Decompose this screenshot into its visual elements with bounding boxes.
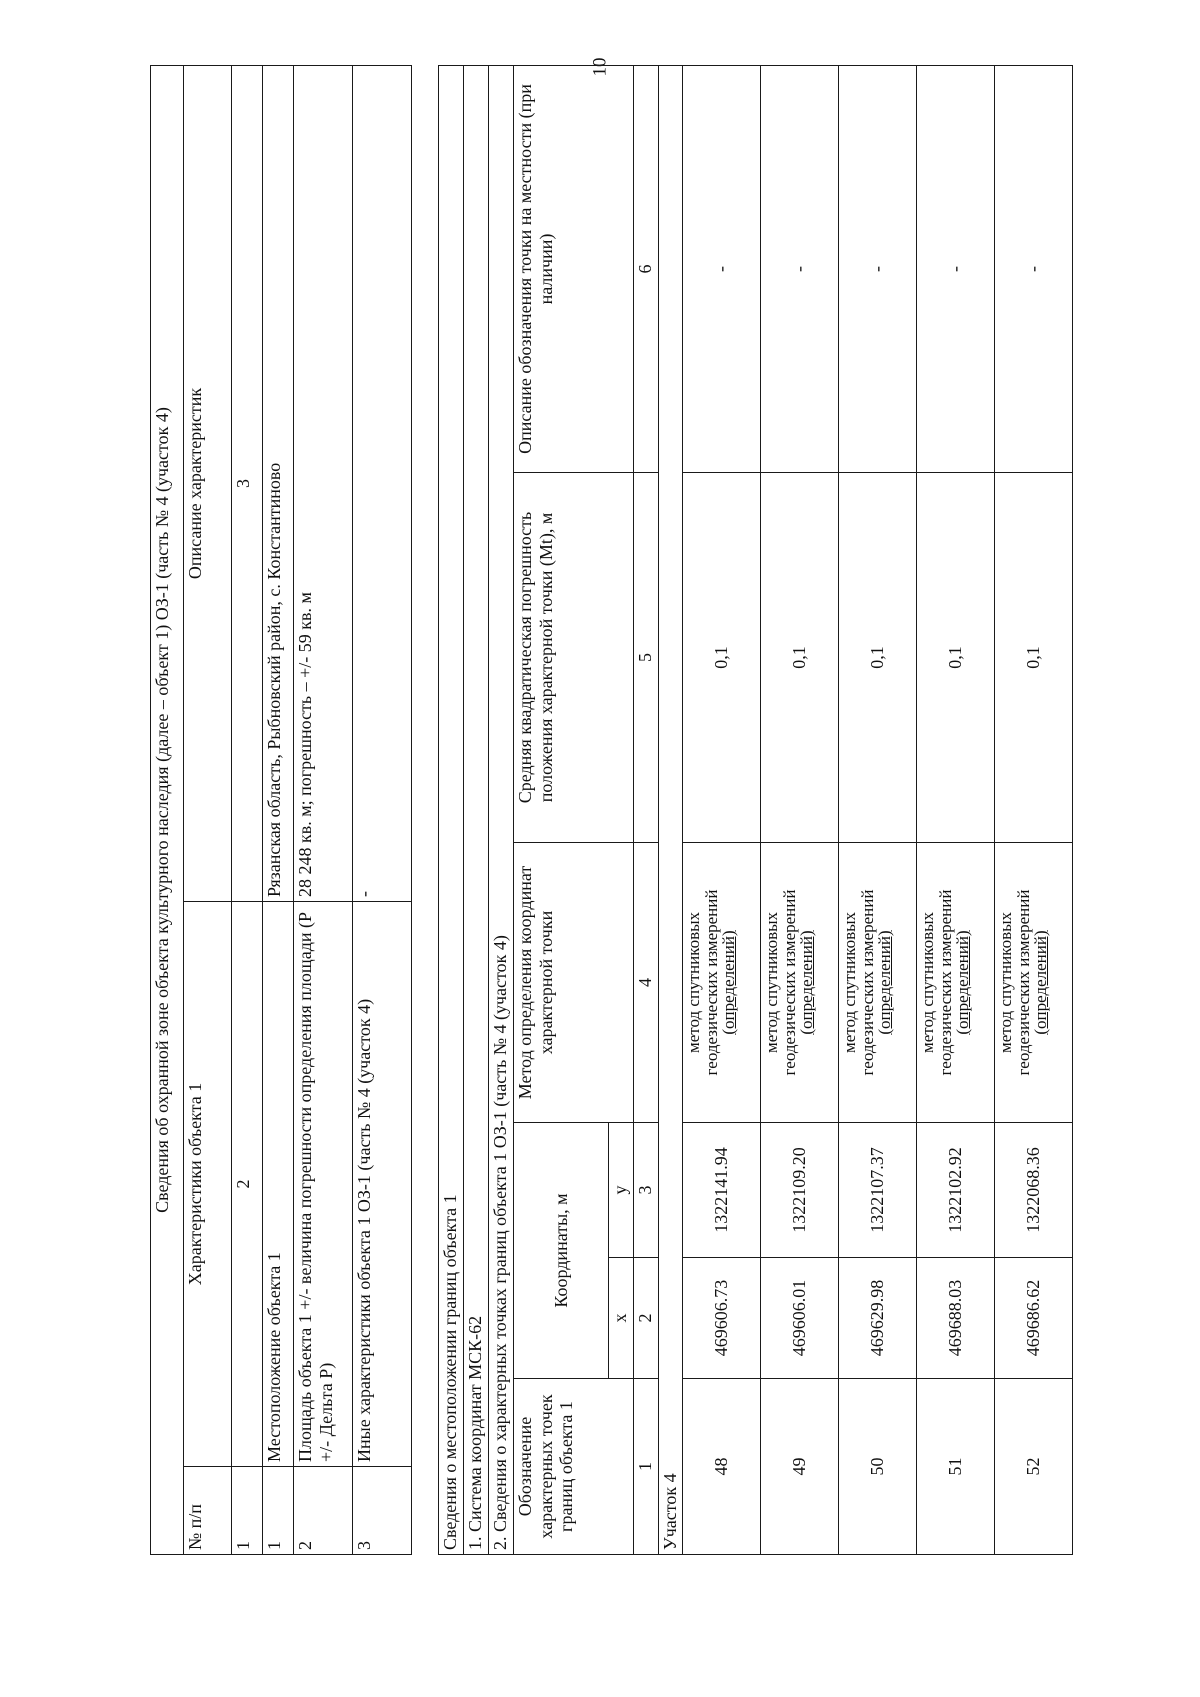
row-value: Рязанская область, Рыбновский район, с. Константиново <box>263 66 294 902</box>
colnum-4: 4 <box>634 843 659 1123</box>
point-y: 1322107.37 <box>838 1123 916 1258</box>
method-line: (определений) <box>797 930 817 1035</box>
point-description: - <box>916 66 994 473</box>
table1-header-characteristics: Характеристики объекта 1 <box>183 902 231 1467</box>
colnum-1: 1 <box>634 1379 659 1555</box>
point-accuracy: 0,1 <box>916 473 994 843</box>
point-method <box>682 843 760 1123</box>
table-row <box>916 66 994 1555</box>
row-name: Иные характеристики объекта 1 ОЗ-1 (часть № 4 (участок 4) <box>353 902 412 1467</box>
section-label: Участок 4 <box>659 66 683 1555</box>
point-x: 469606.73 <box>682 1258 760 1379</box>
header-y: y <box>609 1123 634 1258</box>
point-y: 1322068.36 <box>994 1123 1072 1258</box>
table1-colnum-1: 1 <box>232 1467 263 1555</box>
method-line: метод спутниковых <box>917 911 937 1054</box>
table-row <box>353 66 412 1555</box>
page-number-text: 10 <box>589 57 610 77</box>
point-id: 50 <box>838 1379 916 1555</box>
colnum-3: 3 <box>634 1123 659 1258</box>
points-title: 2. Сведения о характерных точках границ объекта 1 ОЗ-1 (часть № 4 (участок 4) <box>489 66 514 1555</box>
point-method <box>838 843 916 1123</box>
point-method <box>916 843 994 1123</box>
point-description: - <box>682 66 760 473</box>
boundary-points-table-wrapper <box>438 65 1063 1555</box>
method-line: (определений) <box>875 930 895 1035</box>
method-line: геодезических измерений <box>857 889 877 1076</box>
point-id: 51 <box>916 1379 994 1555</box>
method-line: метод спутниковых <box>683 911 703 1054</box>
coord-system: 1. Система координат МСК-62 <box>464 66 489 1555</box>
colnum-2: 2 <box>634 1258 659 1379</box>
method-line: геодезических измерений <box>935 889 955 1076</box>
point-accuracy: 0,1 <box>760 473 838 843</box>
point-x: 469606.01 <box>760 1258 838 1379</box>
point-id: 52 <box>994 1379 1072 1555</box>
heritage-zone-table <box>150 65 412 1555</box>
method-line: метод спутниковых <box>761 911 781 1054</box>
table-row <box>263 66 294 1555</box>
point-y: 1322141.94 <box>682 1123 760 1258</box>
method-line: (определений) <box>953 930 973 1035</box>
point-y: 1322109.20 <box>760 1123 838 1258</box>
header-method: Метод определения координат характерной точки <box>514 843 634 1123</box>
point-method <box>994 843 1072 1123</box>
point-description: - <box>760 66 838 473</box>
colnum-6: 6 <box>634 66 659 473</box>
point-accuracy: 0,1 <box>682 473 760 843</box>
method-line: метод спутниковых <box>839 911 859 1054</box>
table-row <box>760 66 838 1555</box>
table1-title: Сведения об охранной зоне объекта культурного наследия (далее – объект 1) ОЗ-1 (часть № 4 (участок 4) <box>151 66 184 1555</box>
header-coordinates: Координаты, м <box>514 1123 609 1379</box>
point-x: 469686.62 <box>994 1258 1072 1379</box>
boundary-points-table <box>438 65 1073 1555</box>
heritage-zone-table-wrapper <box>150 65 412 1555</box>
row-value: - <box>353 66 412 902</box>
table1-colnum-3: 3 <box>232 66 263 902</box>
row-num: 3 <box>353 1467 412 1555</box>
row-name: Площадь объекта 1 +/- величина погрешности определения площади (Р +/- Дельта Р) <box>294 902 353 1467</box>
method-line: (определений) <box>1031 930 1051 1035</box>
method-line: метод спутниковых <box>995 911 1015 1054</box>
header-x: x <box>609 1258 634 1379</box>
header-description: Описание обозначения точки на местности (при наличии) <box>514 66 634 473</box>
method-line: геодезических измерений <box>1013 889 1033 1076</box>
method-line: геодезических измерений <box>779 889 799 1076</box>
row-name: Местоположение объекта 1 <box>263 902 294 1467</box>
point-x: 469629.98 <box>838 1258 916 1379</box>
table1-header-description: Описание характеристик <box>183 66 231 902</box>
point-description: - <box>994 66 1072 473</box>
point-id: 48 <box>682 1379 760 1555</box>
point-accuracy: 0,1 <box>838 473 916 843</box>
table-row <box>838 66 916 1555</box>
point-accuracy: 0,1 <box>994 473 1072 843</box>
row-num: 2 <box>294 1467 353 1555</box>
table2-title: Сведения о местоположении границ объекта 1 <box>439 66 464 1555</box>
table-row <box>682 66 760 1555</box>
header-accuracy: Средняя квадратическая погрешность положения характерной точки (Mt), м <box>514 473 634 843</box>
table1-header-num: № п/п <box>183 1467 231 1555</box>
point-id: 49 <box>760 1379 838 1555</box>
row-num: 1 <box>263 1467 294 1555</box>
point-method <box>760 843 838 1123</box>
method-line: (определений) <box>719 930 739 1035</box>
table-row <box>994 66 1072 1555</box>
table1-colnum-2: 2 <box>232 902 263 1467</box>
row-value: 28 248 кв. м; погрешность – +/- 59 кв. м <box>294 66 353 902</box>
table-row <box>294 66 353 1555</box>
header-designation: Обозначение характерных точек границ объекта 1 <box>514 1379 634 1555</box>
point-y: 1322102.92 <box>916 1123 994 1258</box>
point-x: 469688.03 <box>916 1258 994 1379</box>
method-line: геодезических измерений <box>701 889 721 1076</box>
point-description: - <box>838 66 916 473</box>
colnum-5: 5 <box>634 473 659 843</box>
